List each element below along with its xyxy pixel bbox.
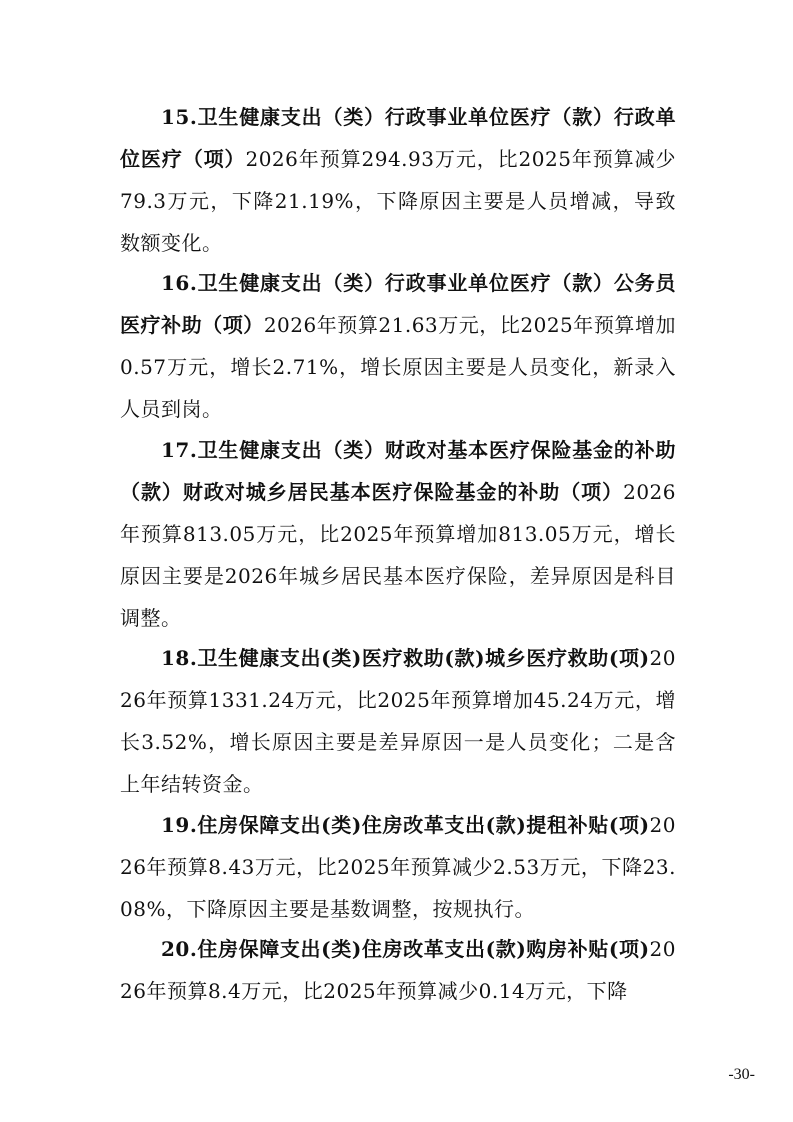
paragraph-body: 2026年预算1331.24万元，比2025年预算增加45.24万元，增长3.52%，增长原因主要是差异原因一是人员变化；二是含上年结转资金。 bbox=[120, 646, 676, 796]
paragraph-heading: 18.卫生健康支出(类)医疗救助(款)城乡医疗救助(项) bbox=[161, 646, 650, 670]
paragraph-body: 2026年预算294.93万元，比2025年预算减少79.3万元，下降21.19%，下降原因主要是人员增减，导致数额变化。 bbox=[120, 147, 676, 255]
paragraph-body: 2026年预算8.4万元，比2025年预算减少0.14万元，下降 bbox=[120, 937, 676, 1003]
paragraph-heading: 15.卫生健康支出（类）行政事业单位医疗（款）行政单位医疗（项） bbox=[120, 105, 676, 171]
paragraph-item-15 bbox=[120, 96, 676, 264]
paragraph-item-20 bbox=[120, 928, 676, 1012]
paragraph-item-19 bbox=[120, 804, 676, 930]
paragraph-heading: 19.住房保障支出(类)住房改革支出(款)提租补贴(项) bbox=[161, 813, 650, 837]
paragraph-heading: 16.卫生健康支出（类）行政事业单位医疗（款）公务员医疗补助（项） bbox=[120, 271, 676, 337]
paragraph-body: 2026年预算813.05万元，比2025年预算增加813.05万元，增长原因主要是2026年城乡居民基本医疗保险，差异原因是科目调整。 bbox=[120, 480, 676, 630]
paragraph-heading: 17.卫生健康支出（类）财政对基本医疗保险基金的补助（款）财政对城乡居民基本医疗保险基金的补助（项） bbox=[120, 438, 676, 504]
paragraph-body: 2026年预算21.63万元，比2025年预算增加0.57万元，增长2.71%，增长原因主要是人员变化，新录入人员到岗。 bbox=[120, 313, 676, 421]
paragraph-body: 2026年预算8.43万元，比2025年预算减少2.53万元，下降23.08%，下降原因主要是基数调整，按规执行。 bbox=[120, 813, 676, 921]
paragraph-item-16 bbox=[120, 262, 676, 430]
page-number: -30- bbox=[728, 1066, 755, 1083]
paragraph-item-18 bbox=[120, 637, 676, 805]
paragraph-item-17 bbox=[120, 429, 676, 639]
paragraph-heading: 20.住房保障支出(类)住房改革支出(款)购房补贴(项) bbox=[161, 937, 650, 961]
